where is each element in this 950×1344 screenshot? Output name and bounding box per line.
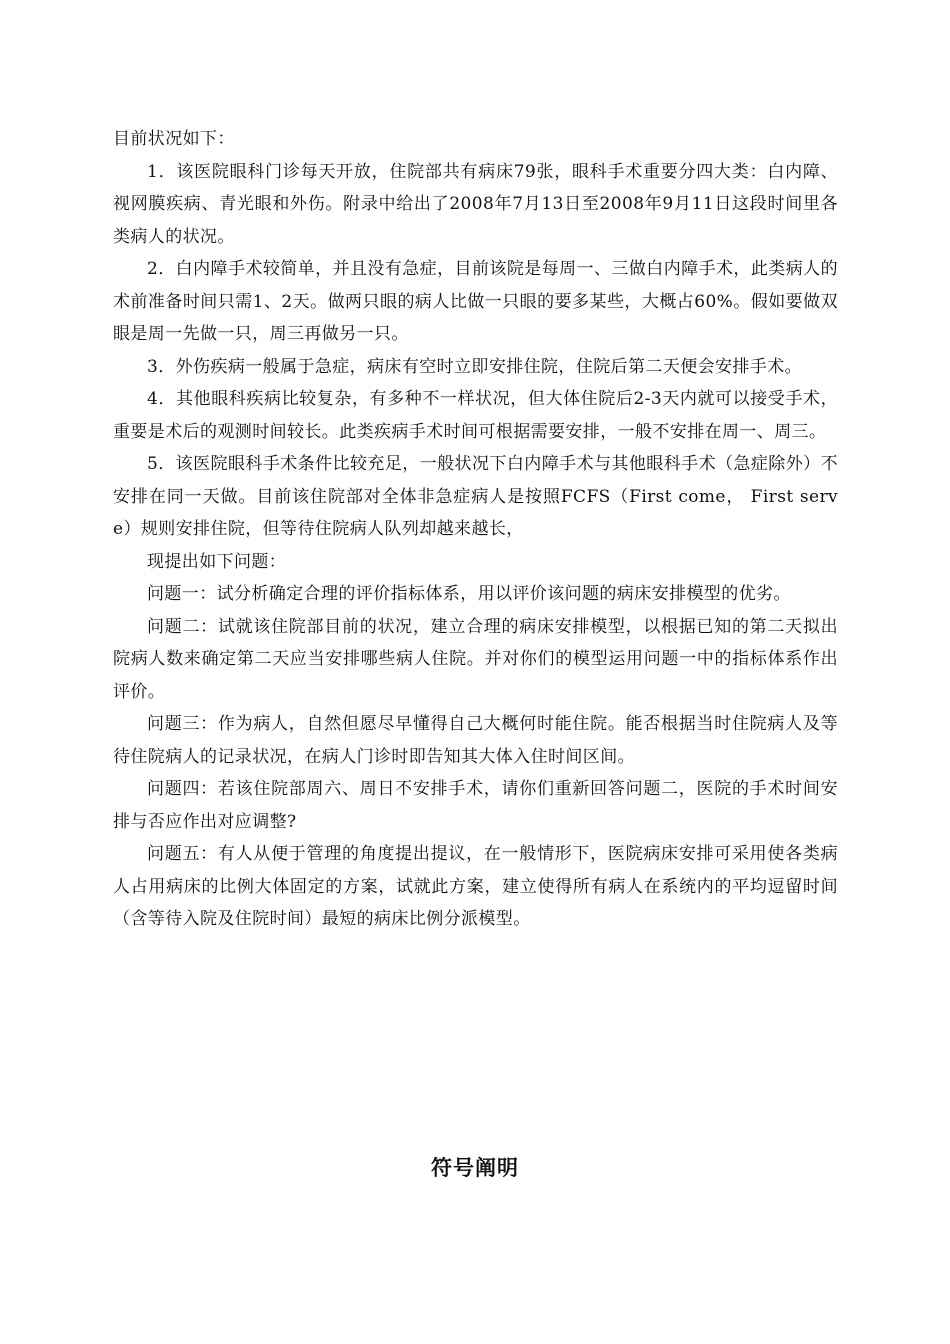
intro-paragraph: 目前状况如下：: [113, 129, 235, 149]
question-2: 问题二：试就该住院部目前的状况，建立合理的病床安排模型，以根据已知的第二天拟出院病人数来确定第二天应当安排哪些病人住院。并对你们的模型运用问题一中的指标体系作出评价。: [113, 616, 838, 702]
questions-intro: 现提出如下问题：: [147, 551, 287, 572]
section-heading: 符号阐明: [431, 1156, 519, 1180]
question-5: 问题五：有人从便于管理的角度提出提议，在一般情形下，医院病床安排可采用使各类病人占用病床的比例大体固定的方案，试就此方案，建立使得所有病人在系统内的平均逗留时间（含等待入院及住院时间）最短的病床比例分派模型。: [113, 844, 838, 929]
condition-item-4: 4．其他眼科疾病比较复杂，有多种不一样状况，但大体住院后2-3天内就可以接受手术，重要是术后的观测时间较长。此类疾病手术时间可根据需要安排，一般不安排在周一、周三。: [113, 389, 838, 442]
question-4: 问题四：若该住院部周六、周日不安排手术，请你们重新回答问题二，医院的手术时间安排与否应作出对应调整?: [113, 779, 838, 832]
question-1: 问题一：试分析确定合理的评价指标体系，用以评价该问题的病床安排模型的优劣。: [147, 584, 791, 604]
question-3: 问题三：作为病人，自然但愿尽早懂得自己大概何时能住院。能否根据当时住院病人及等待住院病人的记录状况，在病人门诊时即告知其大体入住时间区间。: [113, 714, 838, 767]
condition-item-3: 3．外伤疾病一般属于急症，病床有空时立即安排住院，住院后第二天便会安排手术。: [147, 356, 803, 377]
condition-item-5: 5．该医院眼科手术条件比较充足，一般状况下白内障手术与其他眼科手术（急症除外）不安排在同一天做。目前该住院部对全体非急症病人是按照FCFS（First come， First serve）规则安排住院，但等待住院病人队列却越来越长，: [113, 454, 838, 539]
condition-item-2: 2．白内障手术较简单，并且没有急症，目前该院是每周一、三做白内障手术，此类病人的术前准备时间只需1、2天。做两只眼的病人比做一只眼的要多某些，大概占60%。假如要做双眼是周一先做一只，周三再做另一只。: [113, 259, 838, 344]
condition-item-1: 1．该医院眼科门诊每天开放，住院部共有病床79张，眼科手术重要分四大类：白内障、视网膜疾病、青光眼和外伤。附录中给出了2008年7月13日至2008年9月11日这段时间里各类病人的状况。: [113, 161, 838, 247]
document-body: [113, 123, 838, 936]
